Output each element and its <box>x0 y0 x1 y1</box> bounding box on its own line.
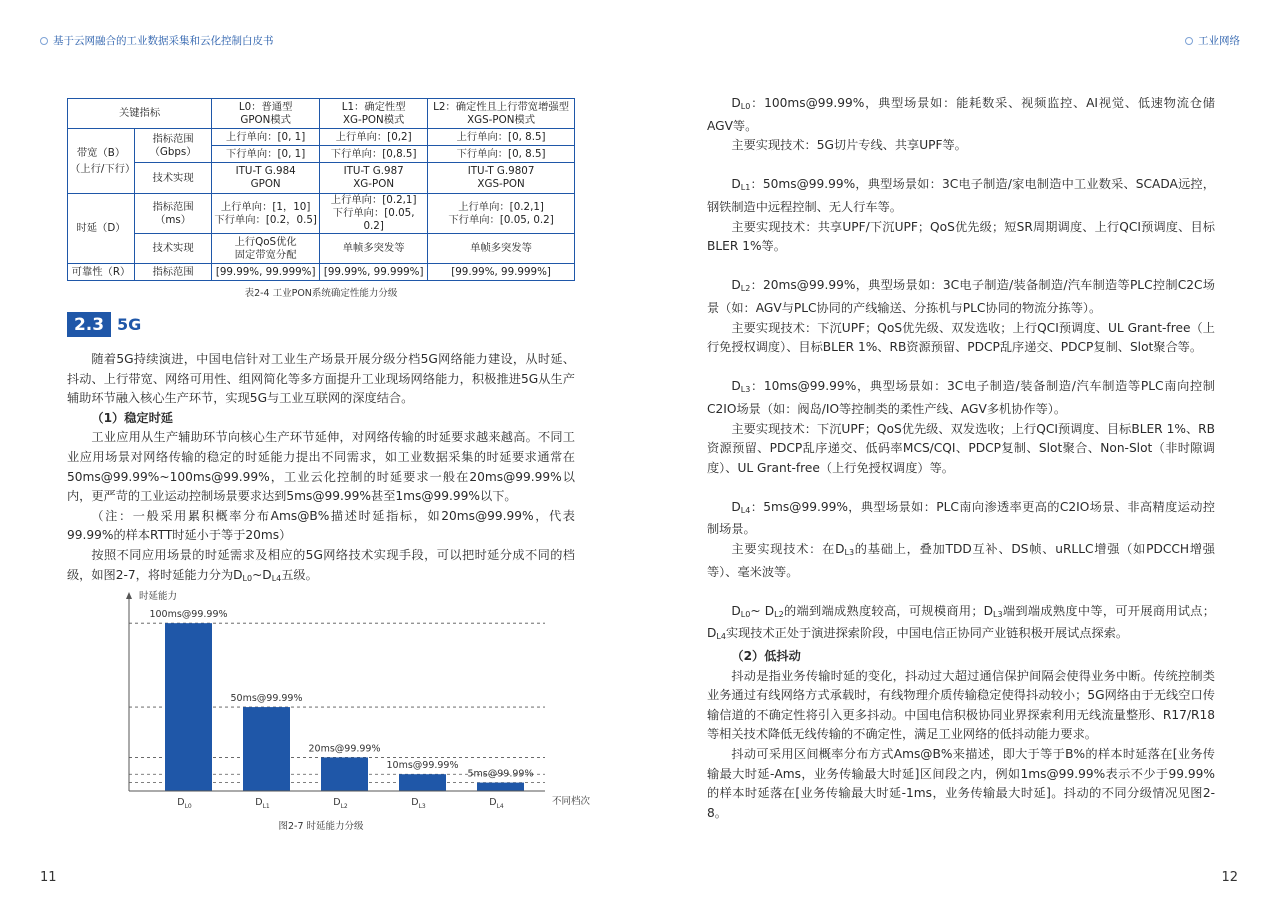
table-header-cell: L2：确定性且上行带宽增强型 XGS-PON模式 <box>428 99 575 129</box>
text-span: 五级。 <box>281 567 318 582</box>
chart-data-label: 20ms@99.99% <box>308 743 381 755</box>
y-axis-label: 时延能力 <box>139 591 178 602</box>
paragraph <box>707 94 1215 136</box>
table-cell: 下行单向：[0,8.5] <box>320 146 428 163</box>
table-row <box>68 163 575 194</box>
table-caption: 表2-4 工业PON系统确定性能力分级 <box>244 288 398 299</box>
table-cell: 下行单向：[0, 1] <box>212 146 320 163</box>
table-cell: ITU-T G.987 XG-PON <box>320 163 428 194</box>
table-cell: 单帧多突发等 <box>428 234 575 264</box>
spacer <box>707 358 1215 378</box>
subscript: L3 <box>844 548 855 558</box>
chart-bar <box>243 707 290 791</box>
subheading: （2）低抖动 <box>731 649 801 664</box>
chart-x-tick-label: $D_{L4}$ <box>489 797 504 810</box>
text-span: ：10ms@99.99%，典型场景如：3C电子制造/装备制造/汽车制造等PLC南向控制C2IO场景（如：阀岛/IO等控制类的柔性产线、AGV多机协作等）。 <box>707 379 1215 416</box>
subscript: L3 <box>740 385 751 395</box>
text-span: 实现技术正处于演进探索阶段，中国电信正协同产业链积极开展试点探索。 <box>725 626 1129 641</box>
chart-bar <box>321 757 368 791</box>
table-cell: 上行QoS优化 固定带宽分配 <box>212 234 320 264</box>
table-header-cell: L1：确定性型 XG-PON模式 <box>320 99 428 129</box>
section-title: 5G <box>117 315 142 334</box>
paragraph <box>707 175 1215 217</box>
circle-bullet-icon <box>1185 37 1193 45</box>
right-body-text <box>707 94 1215 823</box>
chart-x-tick-label: $D_{L0}$ <box>177 797 192 810</box>
paragraph <box>707 276 1215 318</box>
pon-capability-table <box>67 98 575 281</box>
subheading: （1）稳定时延 <box>91 410 173 425</box>
text-span: D <box>731 603 741 618</box>
paragraph: 主要实现技术：共享UPF/下沉UPF；QoS优先级；短SR周期调度、上行QCI预调度、目标BLER 1%等。 <box>707 219 1215 254</box>
circle-bullet-icon <box>40 37 48 45</box>
spacer <box>707 478 1215 498</box>
section-number: 2.3 <box>67 312 111 337</box>
chart-x-tick-labels <box>177 797 504 810</box>
section-heading <box>67 312 141 337</box>
header-title-left: 基于云网融合的工业数据采集和云化控制白皮书 <box>53 35 274 47</box>
figure-caption: 图2-7 时延能力分级 <box>278 821 364 832</box>
table-header-cell: L0：普通型 GPON模式 <box>212 99 320 129</box>
text-span: D <box>731 499 741 514</box>
paragraph: （注：一般采用累积概率分布Ams@B%描述时延指标，如20ms@99.99%，代表99.99%的样本RTT时延小于等于20ms） <box>67 508 575 543</box>
paragraph <box>707 498 1215 540</box>
page-number-right: 12 <box>1221 870 1238 885</box>
chart-x-tick-label: $D_{L3}$ <box>411 797 426 810</box>
subscript: L1 <box>740 183 751 193</box>
subscript: L0 <box>242 573 253 583</box>
subscript: L3 <box>993 609 1003 619</box>
table-cell: ITU-T G.9807 XGS-PON <box>428 163 575 194</box>
paragraph: 主要实现技术：下沉UPF；QoS优先级、双发选收；上行QCI预调度、UL Grant-free（上行免授权调度）、目标BLER 1%、RB资源预留、PDCP乱序递交、PDCP复制、Slot聚合等。 <box>707 320 1215 355</box>
running-header-right <box>1185 33 1240 48</box>
paragraph: 抖动可采用区间概率分布方式Ams@B%来描述，即大于等于B%的样本时延落在[业务传输最大时延-Ams，业务传输最大时延]区间段之内，例如1ms@99.99%表示不少于99.99%的样本时延落在[业务传输最大时延-1ms，业务传输最大时延]。抖动的不同分级情况见图2-8。 <box>707 747 1215 820</box>
subscript: L4 <box>271 573 282 583</box>
text-span: ：5ms@99.99%，典型场景如：PLC南向渗透率更高的C2IO场景、非高精度运动控制场景。 <box>707 499 1215 537</box>
table-label-cell: 指标范围 （ms） <box>135 194 212 234</box>
table-group-cell: 时延（D） <box>68 194 135 264</box>
chart-bar <box>165 623 212 791</box>
text-span: 的基础上，叠加TDD互补、DS帧、uRLLC增强（如PDCCH增强等）、毫米波等。 <box>707 542 1215 579</box>
x-axis-label: 不同档次 <box>552 796 591 807</box>
text-span: D <box>731 96 741 110</box>
table-cell: 单帧多突发等 <box>320 234 428 264</box>
paragraph: 随着5G持续演进，中国电信针对工业生产场景开展分级分档5G网络能力建设，从时延、抖动、上行带宽、网络可用性、组网简化等多方面提升工业现场网络能力，积极推进5G从生产辅助环节融入核心生产环节，实现5G与工业互联网的深度结合。 <box>67 352 575 406</box>
table-cell: 上行单向：[0,2] <box>320 129 428 146</box>
chart-data-label: 10ms@99.99% <box>386 760 459 772</box>
table-cell: 上行单向：[0.2,1] 下行单向：[0.05, 0.2] <box>320 194 428 234</box>
text-span: 主要实现技术：在D <box>731 542 845 557</box>
table-cell: 上行单向：[1，10] 下行单向：[0.2，0.5] <box>212 194 320 234</box>
page-number-left: 11 <box>40 870 57 885</box>
text-span: 的端到端成熟度较高，可规模商用；D <box>783 603 993 618</box>
chart-x-tick-label: $D_{L2}$ <box>333 797 348 810</box>
subscript: L4 <box>716 632 726 642</box>
text-span: ：50ms@99.99%，典型场景如：3C电子制造/家电制造中工业数采、SCADA远控，钢铁制造中远程控制、无人行车等。 <box>707 177 1215 214</box>
spacer <box>707 582 1215 602</box>
table-row <box>68 194 575 234</box>
spacer <box>707 257 1215 277</box>
subscript: L4 <box>740 505 751 515</box>
table-label-cell: 技术实现 <box>135 163 212 194</box>
subscript: L0 <box>740 102 751 111</box>
paragraph <box>707 602 1215 647</box>
paragraph <box>67 546 575 588</box>
table-row <box>68 129 575 146</box>
table-cell: 上行单向：[0, 8.5] <box>428 129 575 146</box>
table-row <box>68 264 575 281</box>
table-cell: 上行单向：[0, 1] <box>212 129 320 146</box>
table-cell: [99.99%, 99.999%] <box>428 264 575 281</box>
table-cell: [99.99%, 99.999%] <box>212 264 320 281</box>
paragraph: 工业应用从生产辅助环节向核心生产环节延伸，对网络传输的时延要求越来越高。不同工业应用场景对网络传输的稳定的时延能力提出不同需求，如工业数据采集的时延要求通常在50ms@99.99%~100ms@99.99%，工业云化控制的时延要求一般在20ms@99.99%以内，更严苛的工业运动控制场景要求达到5ms@99.99%甚至1ms@99.99%以下。 <box>67 430 575 504</box>
paragraph <box>707 540 1215 582</box>
paragraph: 主要实现技术：5G切片专线、共享UPF等。 <box>731 138 967 153</box>
chart-data-label: 5ms@99.99% <box>467 768 534 780</box>
subscript: L2 <box>774 609 784 619</box>
text-span: 按照不同应用场景的时延需求及相应的5G网络技术实现手段，可以把时延分成不同的档级，如图2-7，将时延能力分为D <box>67 547 575 582</box>
text-span: ~ D <box>750 603 775 618</box>
chart-bar <box>477 783 524 791</box>
paragraph <box>707 377 1215 419</box>
table-cell: 上行单向：[0.2,1] 下行单向：[0.05, 0.2] <box>428 194 575 234</box>
chart-x-tick-label: $D_{L1}$ <box>255 797 270 810</box>
spacer <box>707 156 1215 176</box>
text-span: 端到端成熟度中等，可开展商用试点；D <box>707 603 1215 641</box>
left-body-text <box>67 350 575 588</box>
chart-data-label: 50ms@99.99% <box>230 693 303 705</box>
chart-data-label: 100ms@99.99% <box>149 609 228 621</box>
text-span: ：20ms@99.99%，典型场景如：3C电子制造/装备制造/汽车制造等PLC控制C2C场景（如：AGV与PLC协同的产线输送、分拣机与PLC协同的物流分拣等）。 <box>707 278 1215 315</box>
chart-bar <box>399 774 446 791</box>
table-label-cell: 指标范围 <box>135 264 212 281</box>
table-cell: 下行单向：[0, 8.5] <box>428 146 575 163</box>
text-span: ~D <box>252 567 272 582</box>
text-span: ：100ms@99.99%，典型场景如：能耗数采、视频监控、AI视觉、低速物流仓储AGV等。 <box>707 96 1215 133</box>
table-group-cell: 带宽（B） （上行/下行） <box>68 129 135 194</box>
latency-bar-chart <box>67 588 597 813</box>
table-label-cell: 技术实现 <box>135 234 212 264</box>
running-header-left <box>40 33 274 48</box>
text-span: D <box>731 379 741 394</box>
header-title-right: 工业网络 <box>1198 35 1240 47</box>
text-span: D <box>731 177 741 192</box>
table-label-cell: 指标范围 （Gbps） <box>135 129 212 163</box>
table-cell: ITU-T G.984 GPON <box>212 163 320 194</box>
paragraph: 抖动是指业务传输时延的变化，抖动过大超过通信保护间隔会使得业务中断。传统控制类业务通过有线网络方式承载时，有线物理介质传输稳定使得抖动较小；5G网络由于无线空口传输信道的不确定性将引入更多抖动。中国电信积极协同业界探索利用无线流量整形、R17/R18等相关技术降低无线传输的不确定性，满足工业网络的低抖动能力要求。 <box>707 668 1215 742</box>
text-span: D <box>731 278 741 293</box>
paragraph: 主要实现技术：下沉UPF；QoS优先级、双发选收；上行QCI预调度、目标BLER 1%、RB资源预留、PDCP乱序递交、低码率MCS/CQI、PDCP复制、Slot聚合、Non-Slot（非时隙调度）、UL Grant-free（上行免授权调度）等。 <box>707 421 1215 475</box>
table-group-cell: 可靠性（R） <box>68 264 135 281</box>
subscript: L2 <box>740 284 751 294</box>
subscript: L0 <box>740 609 751 619</box>
table-cell: [99.99%, 99.999%] <box>320 264 428 281</box>
table-row <box>68 234 575 264</box>
table-header-cell: 关键指标 <box>68 99 212 129</box>
table-header-row <box>68 99 575 129</box>
y-axis-arrow-icon <box>126 592 132 599</box>
chart-bars <box>165 623 524 791</box>
